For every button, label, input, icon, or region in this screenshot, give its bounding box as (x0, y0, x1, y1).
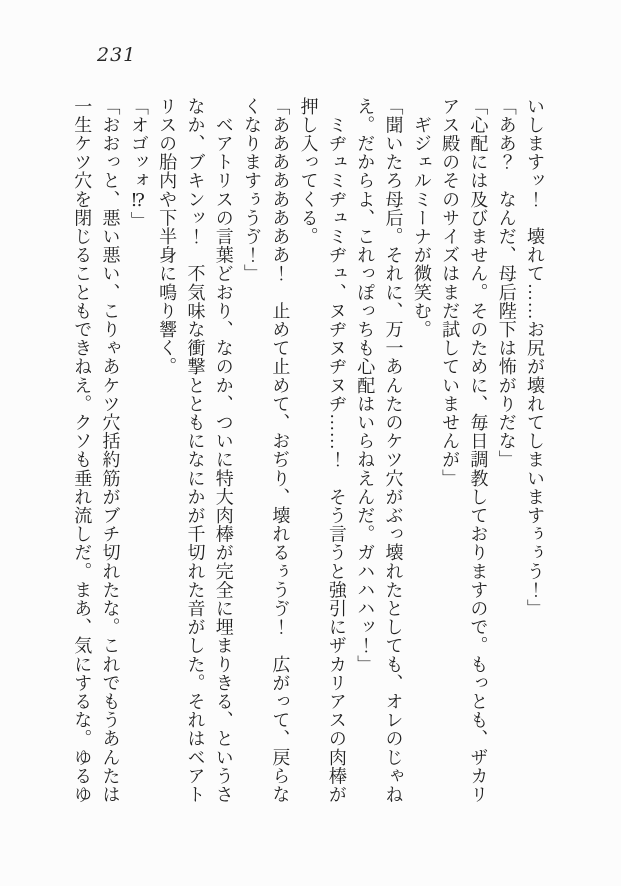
text-column: え。だからよ、これっぽっちも心配はいらねえんだ。ガハハハッ！」 (355, 97, 376, 674)
text-column: 「ああ？ なんだ、母后陛下は怖がりだな」 (496, 97, 517, 469)
text-column: くなりますぅうゔ！」 (242, 97, 263, 283)
text-column: アス殿のそのサイズはまだ試していませんが」 (440, 97, 461, 488)
text-column: なか、ブキンッ！ 不気味な衝撃とともになにかが千切れた音がした。それはベアト (185, 97, 206, 804)
text-column: リスの胎内や下半身に鳴り響く。 (157, 97, 178, 376)
text-column: 押し入ってくる。 (298, 97, 319, 246)
text-column: 一生ケツ穴を閉じることもできねえ。クソも垂れ流しだ。まあ、気にするな。ゆるゆ (72, 97, 93, 804)
page-number: 231 (97, 44, 137, 66)
text-column: 「ああああああああ！ 止めて止めて、おぢり、壊れるぅうゔ！ 広がって、戻らな (270, 97, 291, 804)
text-column: 「聞いたろ母后。それに、万一あんたのケツ穴がぶっ壊れたとしても、オレのじゃね (383, 97, 404, 804)
text-column: 「オゴッォ⁉」 (128, 97, 149, 231)
text-column: ギジェルミーナが微笑む。 (411, 97, 432, 339)
text-column: いしますッ！ 壊れて……お尻が壊れてしまいますぅぅう！」 (525, 97, 545, 618)
text-column: ベアトリスの言葉どおり、なのか、ついに特大肉棒が完全に埋まりきる、というさ (213, 97, 234, 804)
vertical-text-block (68, 97, 549, 811)
text-column: ミヂュミヂュミヂュ、ヌヂヌヂヌヂ……！ そう言うと強引にザカリアスの肉棒が (326, 97, 347, 804)
text-column: 「おおっと、悪い悪い、こりゃあケツ穴括約筋がブチ切れたな。これでもうあんたは (100, 97, 121, 804)
text-column: 「心配には及びません。そのために、毎日調教しておりますので。もっとも、ザカリ (468, 97, 489, 804)
